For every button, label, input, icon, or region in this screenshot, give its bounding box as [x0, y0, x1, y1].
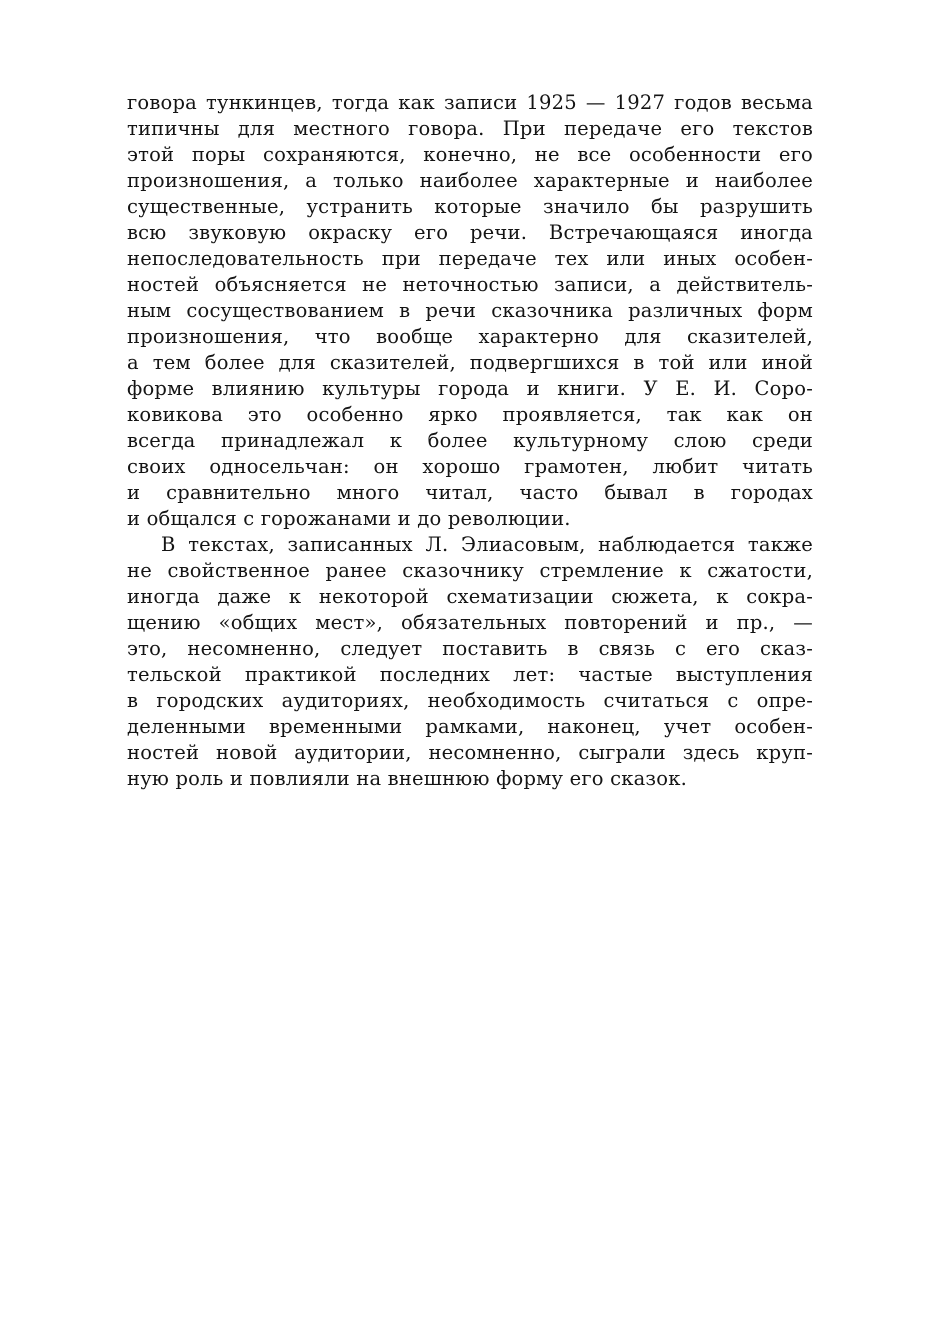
text-line: этой поры сохраняются, конечно, не все особенности его	[127, 143, 813, 166]
text-line: ковикова это особенно ярко проявляется, так как он	[127, 403, 813, 426]
text-line: иногда даже к некоторой схематизации сюжета, к сокра-	[127, 585, 813, 608]
text-line: всегда принадлежал к более культурному слою среди	[127, 429, 813, 452]
text-line: существенные, устранить которые значило бы разрушить	[127, 195, 813, 218]
text-line: а тем более для сказителей, подвергшихся в той или иной	[127, 351, 813, 374]
body-text	[127, 90, 813, 792]
text-line: и общался с горожанами и до революции.	[127, 507, 571, 530]
text-line: и сравнительно много читал, часто бывал в городах	[127, 481, 813, 504]
text-line: произношения, а только наиболее характерные и наиболее	[127, 169, 813, 192]
text-line: ным сосуществованием в речи сказочника различных форм	[127, 299, 813, 322]
paragraph-2	[127, 532, 813, 792]
text-line: щению «общих мест», обязательных повторений и пр., —	[127, 611, 813, 634]
text-line: непоследовательность при передаче тех или иных особен-	[127, 247, 813, 270]
text-line: деленными временными рамками, наконец, учет особен-	[127, 715, 813, 738]
text-line: тельской практикой последних лет: частые выступления	[127, 663, 813, 686]
text-line: ностей объясняется не неточностью записи, а действитель-	[127, 273, 813, 296]
text-line: ностей новой аудитории, несомненно, сыграли здесь круп-	[127, 741, 813, 764]
text-line: произношения, что вообще характерно для сказителей,	[127, 325, 813, 348]
text-line: своих односельчан: он хорошо грамотен, любит читать	[127, 455, 813, 478]
text-line: в городских аудиториях, необходимость считаться с опре-	[127, 689, 813, 712]
text-line: не свойственное ранее сказочнику стремление к сжатости,	[127, 559, 813, 582]
text-line: форме влиянию культуры города и книги. У Е. И. Соро-	[127, 377, 813, 400]
text-line: В текстах, записанных Л. Элиасовым, наблюдается также	[161, 533, 813, 556]
text-line: типичны для местного говора. При передаче его текстов	[127, 117, 813, 140]
text-line: всю звуковую окраску его речи. Встречающаяся иногда	[127, 221, 813, 244]
text-line: говора тункинцев, тогда как записи 1925 — 1927 годов весьма	[127, 91, 813, 114]
paragraph-1	[127, 90, 813, 532]
text-line: это, несомненно, следует поставить в связь с его сказ-	[127, 637, 813, 660]
text-line: ную роль и повлияли на внешнюю форму его сказок.	[127, 767, 687, 790]
